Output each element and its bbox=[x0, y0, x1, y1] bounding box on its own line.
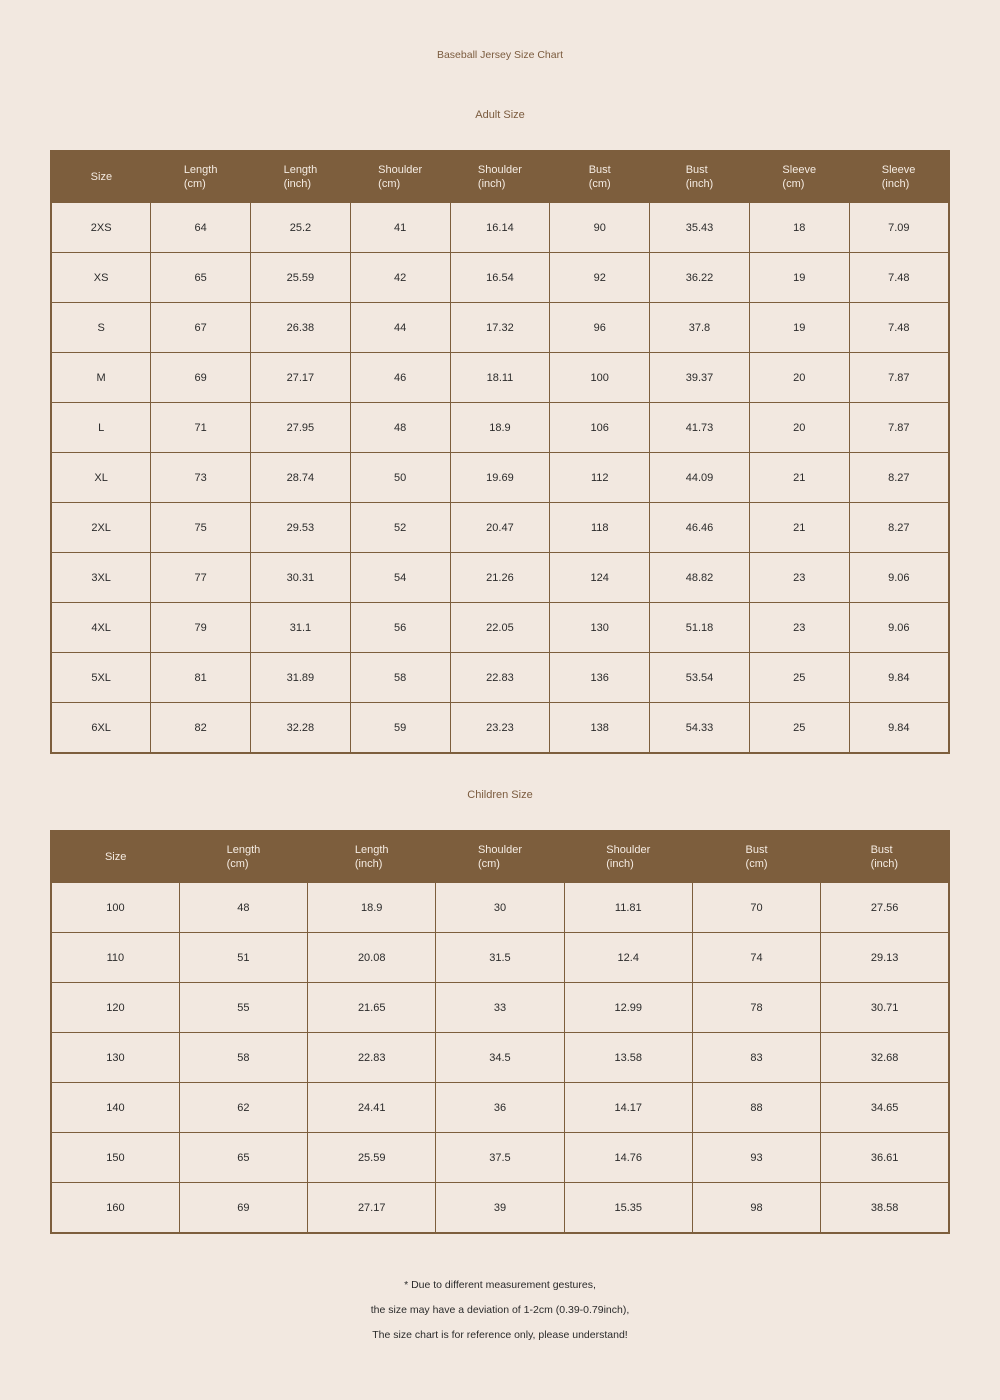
adult-header-label-line1: Sleeve bbox=[782, 164, 817, 176]
measurement-cell: 20 bbox=[749, 403, 849, 453]
adult-section-title: Adult Size bbox=[475, 109, 525, 121]
children-header-label-line1: Shoulder bbox=[606, 844, 651, 856]
adult-header-cell bbox=[650, 151, 750, 203]
measurement-cell: 106 bbox=[550, 403, 650, 453]
measurement-cell: 92 bbox=[550, 253, 650, 303]
adult-header-cell bbox=[749, 151, 849, 203]
measurement-cell: 30.71 bbox=[821, 983, 949, 1033]
table-row bbox=[51, 453, 949, 503]
measurement-cell: 12.4 bbox=[564, 933, 692, 983]
adult-header-cell bbox=[51, 151, 151, 203]
size-label-cell: 3XL bbox=[51, 553, 151, 603]
measurement-cell: 75 bbox=[151, 503, 251, 553]
measurement-cell: 29.53 bbox=[251, 503, 351, 553]
measurement-cell: 9.84 bbox=[849, 653, 949, 703]
table-row bbox=[51, 1033, 949, 1083]
measurement-cell: 9.06 bbox=[849, 553, 949, 603]
children-header-label-line2: (cm) bbox=[745, 858, 768, 870]
measurement-cell: 46 bbox=[350, 353, 450, 403]
children-header-cell bbox=[51, 831, 179, 883]
adult-header-label-line2: (cm) bbox=[378, 178, 401, 190]
size-label-cell: XL bbox=[51, 453, 151, 503]
measurement-cell: 23 bbox=[749, 553, 849, 603]
measurement-cell: 15.35 bbox=[564, 1183, 692, 1234]
measurement-cell: 39.37 bbox=[650, 353, 750, 403]
measurement-cell: 36.61 bbox=[821, 1133, 949, 1183]
measurement-cell: 33 bbox=[436, 983, 564, 1033]
measurement-cell: 88 bbox=[692, 1083, 820, 1133]
measurement-cell: 64 bbox=[151, 203, 251, 253]
size-label-cell: 6XL bbox=[51, 703, 151, 754]
measurement-cell: 46.46 bbox=[650, 503, 750, 553]
children-header-row bbox=[51, 831, 949, 883]
measurement-cell: 18.9 bbox=[308, 883, 436, 933]
adult-header-label bbox=[284, 163, 318, 191]
measurement-cell: 36 bbox=[436, 1083, 564, 1133]
measurement-cell: 12.99 bbox=[564, 983, 692, 1033]
measurement-cell: 32.28 bbox=[251, 703, 351, 754]
size-label-cell: 160 bbox=[51, 1183, 179, 1234]
measurement-cell: 7.87 bbox=[849, 403, 949, 453]
note-line-3: The size chart is for reference only, please understand! bbox=[372, 1329, 628, 1341]
size-label-cell: 140 bbox=[51, 1083, 179, 1133]
measurement-cell: 48 bbox=[350, 403, 450, 453]
table-row bbox=[51, 883, 949, 933]
measurement-cell: 21 bbox=[749, 453, 849, 503]
measurement-cell: 74 bbox=[692, 933, 820, 983]
measurement-cell: 118 bbox=[550, 503, 650, 553]
measurement-cell: 124 bbox=[550, 553, 650, 603]
measurement-cell: 19 bbox=[749, 253, 849, 303]
measurement-cell: 16.54 bbox=[450, 253, 550, 303]
measurement-cell: 17.32 bbox=[450, 303, 550, 353]
measurement-cell: 44.09 bbox=[650, 453, 750, 503]
adult-header-label-line2: (inch) bbox=[685, 178, 714, 190]
size-label-cell: L bbox=[51, 403, 151, 453]
note-line-2: the size may have a deviation of 1-2cm (0.39-0.79inch), bbox=[370, 1304, 630, 1316]
measurement-cell: 58 bbox=[179, 1033, 307, 1083]
measurement-cell: 54 bbox=[350, 553, 450, 603]
adult-header-label bbox=[686, 163, 714, 191]
measurement-cell: 27.56 bbox=[821, 883, 949, 933]
children-header-label bbox=[746, 843, 768, 871]
table-row bbox=[51, 1083, 949, 1133]
measurement-cell: 67 bbox=[151, 303, 251, 353]
size-label-cell: 130 bbox=[51, 1033, 179, 1083]
adult-header-label-line1: Shoulder bbox=[378, 164, 423, 176]
children-header-label-line1: Bust bbox=[870, 844, 893, 856]
measurement-cell: 9.84 bbox=[849, 703, 949, 754]
adult-header-label-line1: Length bbox=[283, 164, 318, 176]
measurement-cell: 41.73 bbox=[650, 403, 750, 453]
measurement-cell: 59 bbox=[350, 703, 450, 754]
size-label-cell: 2XL bbox=[51, 503, 151, 553]
children-header-label-line1: Size bbox=[104, 851, 127, 863]
adult-table-header bbox=[51, 151, 949, 203]
children-header-label-line2: (inch) bbox=[870, 858, 899, 870]
measurement-cell: 7.87 bbox=[849, 353, 949, 403]
measurement-cell: 69 bbox=[179, 1183, 307, 1234]
children-header-label-line1: Shoulder bbox=[477, 844, 522, 856]
measurement-cell: 7.48 bbox=[849, 253, 949, 303]
adult-header-label-line1: Shoulder bbox=[477, 164, 522, 176]
measurement-cell: 23.23 bbox=[450, 703, 550, 754]
measurement-cell: 34.65 bbox=[821, 1083, 949, 1133]
children-header-label bbox=[606, 843, 650, 871]
measurement-cell: 25 bbox=[749, 703, 849, 754]
measurement-cell: 93 bbox=[692, 1133, 820, 1183]
table-row bbox=[51, 353, 949, 403]
measurement-cell: 25.59 bbox=[308, 1133, 436, 1183]
adult-header-cell bbox=[849, 151, 949, 203]
measurement-cell: 73 bbox=[151, 453, 251, 503]
children-header-cell bbox=[692, 831, 820, 883]
measurement-cell: 36.22 bbox=[650, 253, 750, 303]
adult-header-label bbox=[184, 163, 218, 191]
measurement-cell: 90 bbox=[550, 203, 650, 253]
adult-header-label-line1: Bust bbox=[588, 164, 611, 176]
measurement-cell: 22.83 bbox=[308, 1033, 436, 1083]
measurement-cell: 62 bbox=[179, 1083, 307, 1133]
measurement-cell: 96 bbox=[550, 303, 650, 353]
children-section-title: Children Size bbox=[467, 789, 533, 801]
children-header-cell bbox=[179, 831, 307, 883]
children-header-label-line2: (inch) bbox=[354, 858, 383, 870]
measurement-cell: 83 bbox=[692, 1033, 820, 1083]
measurement-cell: 21.65 bbox=[308, 983, 436, 1033]
children-table-body bbox=[51, 883, 949, 1234]
measurement-cell: 8.27 bbox=[849, 453, 949, 503]
measurement-cell: 29.13 bbox=[821, 933, 949, 983]
adult-header-label bbox=[91, 170, 112, 184]
children-header-label-line2: (inch) bbox=[606, 858, 634, 870]
table-row bbox=[51, 253, 949, 303]
measurement-cell: 138 bbox=[550, 703, 650, 754]
measurement-cell: 31.5 bbox=[436, 933, 564, 983]
measurement-cell: 20.47 bbox=[450, 503, 550, 553]
table-row bbox=[51, 933, 949, 983]
measurement-cell: 26.38 bbox=[251, 303, 351, 353]
table-row bbox=[51, 503, 949, 553]
measurement-cell: 51 bbox=[179, 933, 307, 983]
measurement-cell: 70 bbox=[692, 883, 820, 933]
table-row bbox=[51, 203, 949, 253]
children-header-label-line2: (cm) bbox=[226, 858, 249, 870]
measurement-cell: 31.1 bbox=[251, 603, 351, 653]
measurement-cell: 14.17 bbox=[564, 1083, 692, 1133]
size-label-cell: 100 bbox=[51, 883, 179, 933]
children-size-table bbox=[50, 830, 950, 1234]
measurement-cell: 48 bbox=[179, 883, 307, 933]
measurement-cell: 32.68 bbox=[821, 1033, 949, 1083]
measurement-cell: 31.89 bbox=[251, 653, 351, 703]
children-header-label-line1: Length bbox=[226, 844, 261, 856]
measurement-cell: 21 bbox=[749, 503, 849, 553]
adult-header-label-line1: Bust bbox=[685, 164, 708, 176]
measurement-cell: 100 bbox=[550, 353, 650, 403]
children-header-label bbox=[227, 843, 261, 871]
measurement-cell: 34.5 bbox=[436, 1033, 564, 1083]
measurement-cell: 24.41 bbox=[308, 1083, 436, 1133]
measurement-cell: 136 bbox=[550, 653, 650, 703]
measurement-cell: 23 bbox=[749, 603, 849, 653]
children-header-label bbox=[105, 850, 126, 864]
measurement-cell: 7.09 bbox=[849, 203, 949, 253]
measurement-cell: 53.54 bbox=[650, 653, 750, 703]
adult-header-label-line1: Size bbox=[90, 171, 113, 183]
measurement-cell: 30.31 bbox=[251, 553, 351, 603]
children-header-cell bbox=[564, 831, 692, 883]
measurement-cell: 14.76 bbox=[564, 1133, 692, 1183]
size-label-cell: 5XL bbox=[51, 653, 151, 703]
adult-header-cell bbox=[151, 151, 251, 203]
measurement-cell: 56 bbox=[350, 603, 450, 653]
adult-header-cell bbox=[450, 151, 550, 203]
measurement-cell: 18.9 bbox=[450, 403, 550, 453]
measurement-cell: 28.74 bbox=[251, 453, 351, 503]
children-header-cell bbox=[436, 831, 564, 883]
measurement-cell: 25.59 bbox=[251, 253, 351, 303]
table-row bbox=[51, 983, 949, 1033]
measurement-cell: 27.17 bbox=[251, 353, 351, 403]
measurement-cell: 37.8 bbox=[650, 303, 750, 353]
measurement-cell: 18.11 bbox=[450, 353, 550, 403]
adult-header-row bbox=[51, 151, 949, 203]
measurement-cell: 38.58 bbox=[821, 1183, 949, 1234]
children-header-label-line2: (cm) bbox=[477, 858, 500, 870]
measurement-cell: 112 bbox=[550, 453, 650, 503]
measurement-cell: 25 bbox=[749, 653, 849, 703]
measurement-cell: 55 bbox=[179, 983, 307, 1033]
children-header-label bbox=[871, 843, 899, 871]
measurement-cell: 20.08 bbox=[308, 933, 436, 983]
measurement-cell: 25.2 bbox=[251, 203, 351, 253]
measurement-cell: 42 bbox=[350, 253, 450, 303]
table-row bbox=[51, 1183, 949, 1234]
measurement-cell: 81 bbox=[151, 653, 251, 703]
table-row bbox=[51, 703, 949, 754]
measurement-cell: 18 bbox=[749, 203, 849, 253]
measurement-cell: 54.33 bbox=[650, 703, 750, 754]
adult-header-label-line1: Sleeve bbox=[881, 164, 916, 176]
adult-header-label bbox=[782, 163, 816, 191]
measurement-cell: 44 bbox=[350, 303, 450, 353]
measurement-cell: 79 bbox=[151, 603, 251, 653]
size-label-cell: 4XL bbox=[51, 603, 151, 653]
measurement-cell: 39 bbox=[436, 1183, 564, 1234]
adult-header-label bbox=[589, 163, 611, 191]
adult-header-label bbox=[478, 163, 522, 191]
measurement-cell: 98 bbox=[692, 1183, 820, 1234]
adult-header-label-line1: Length bbox=[183, 164, 218, 176]
measurement-cell: 27.95 bbox=[251, 403, 351, 453]
table-row bbox=[51, 403, 949, 453]
adult-size-table bbox=[50, 150, 950, 754]
size-label-cell: M bbox=[51, 353, 151, 403]
measurement-cell: 71 bbox=[151, 403, 251, 453]
adult-header-label bbox=[378, 163, 422, 191]
measurement-cell: 52 bbox=[350, 503, 450, 553]
measurement-cell: 48.82 bbox=[650, 553, 750, 603]
adult-header-label-line2: (cm) bbox=[588, 178, 611, 190]
measurement-cell: 65 bbox=[179, 1133, 307, 1183]
adult-header-cell bbox=[550, 151, 650, 203]
measurement-cell: 27.17 bbox=[308, 1183, 436, 1234]
measurement-cell: 77 bbox=[151, 553, 251, 603]
measurement-cell: 37.5 bbox=[436, 1133, 564, 1183]
table-row bbox=[51, 553, 949, 603]
adult-header-label-line2: (inch) bbox=[283, 178, 312, 190]
measurement-cell: 13.58 bbox=[564, 1033, 692, 1083]
measurement-cell: 30 bbox=[436, 883, 564, 933]
children-table-header bbox=[51, 831, 949, 883]
children-header-label-line1: Bust bbox=[745, 844, 768, 856]
table-row bbox=[51, 303, 949, 353]
measurement-cell: 22.83 bbox=[450, 653, 550, 703]
size-label-cell: 120 bbox=[51, 983, 179, 1033]
measurement-cell: 50 bbox=[350, 453, 450, 503]
measurement-cell: 16.14 bbox=[450, 203, 550, 253]
table-row bbox=[51, 603, 949, 653]
adult-header-label-line2: (cm) bbox=[183, 178, 206, 190]
measurement-cell: 19 bbox=[749, 303, 849, 353]
page-title: Baseball Jersey Size Chart bbox=[436, 49, 564, 61]
measurement-cell: 65 bbox=[151, 253, 251, 303]
size-label-cell: 2XS bbox=[51, 203, 151, 253]
table-row bbox=[51, 1133, 949, 1183]
children-header-cell bbox=[308, 831, 436, 883]
adult-header-label-line2: (inch) bbox=[477, 178, 506, 190]
size-label-cell: S bbox=[51, 303, 151, 353]
measurement-cell: 69 bbox=[151, 353, 251, 403]
adult-header-label-line2: (cm) bbox=[782, 178, 805, 190]
measurement-cell: 130 bbox=[550, 603, 650, 653]
adult-table-body bbox=[51, 203, 949, 754]
measurement-cell: 58 bbox=[350, 653, 450, 703]
measurement-cell: 51.18 bbox=[650, 603, 750, 653]
measurement-cell: 35.43 bbox=[650, 203, 750, 253]
measurement-cell: 78 bbox=[692, 983, 820, 1033]
adult-header-label bbox=[882, 163, 916, 191]
measurement-cell: 19.69 bbox=[450, 453, 550, 503]
table-row bbox=[51, 653, 949, 703]
size-label-cell: 150 bbox=[51, 1133, 179, 1183]
note-line-1: * Due to different measurement gestures, bbox=[404, 1279, 596, 1291]
adult-header-label-line2: (inch) bbox=[881, 178, 910, 190]
children-header-label bbox=[478, 843, 522, 871]
measurement-cell: 21.26 bbox=[450, 553, 550, 603]
size-label-cell: 110 bbox=[51, 933, 179, 983]
children-header-label bbox=[355, 843, 389, 871]
measurement-cell: 41 bbox=[350, 203, 450, 253]
measurement-cell: 9.06 bbox=[849, 603, 949, 653]
children-header-cell bbox=[821, 831, 949, 883]
children-header-label-line1: Length bbox=[354, 844, 389, 856]
adult-header-cell bbox=[251, 151, 351, 203]
measurement-cell: 7.48 bbox=[849, 303, 949, 353]
adult-header-cell bbox=[350, 151, 450, 203]
measurement-cell: 8.27 bbox=[849, 503, 949, 553]
measurement-cell: 20 bbox=[749, 353, 849, 403]
measurement-cell: 11.81 bbox=[564, 883, 692, 933]
measurement-cell: 82 bbox=[151, 703, 251, 754]
measurement-cell: 22.05 bbox=[450, 603, 550, 653]
size-label-cell: XS bbox=[51, 253, 151, 303]
